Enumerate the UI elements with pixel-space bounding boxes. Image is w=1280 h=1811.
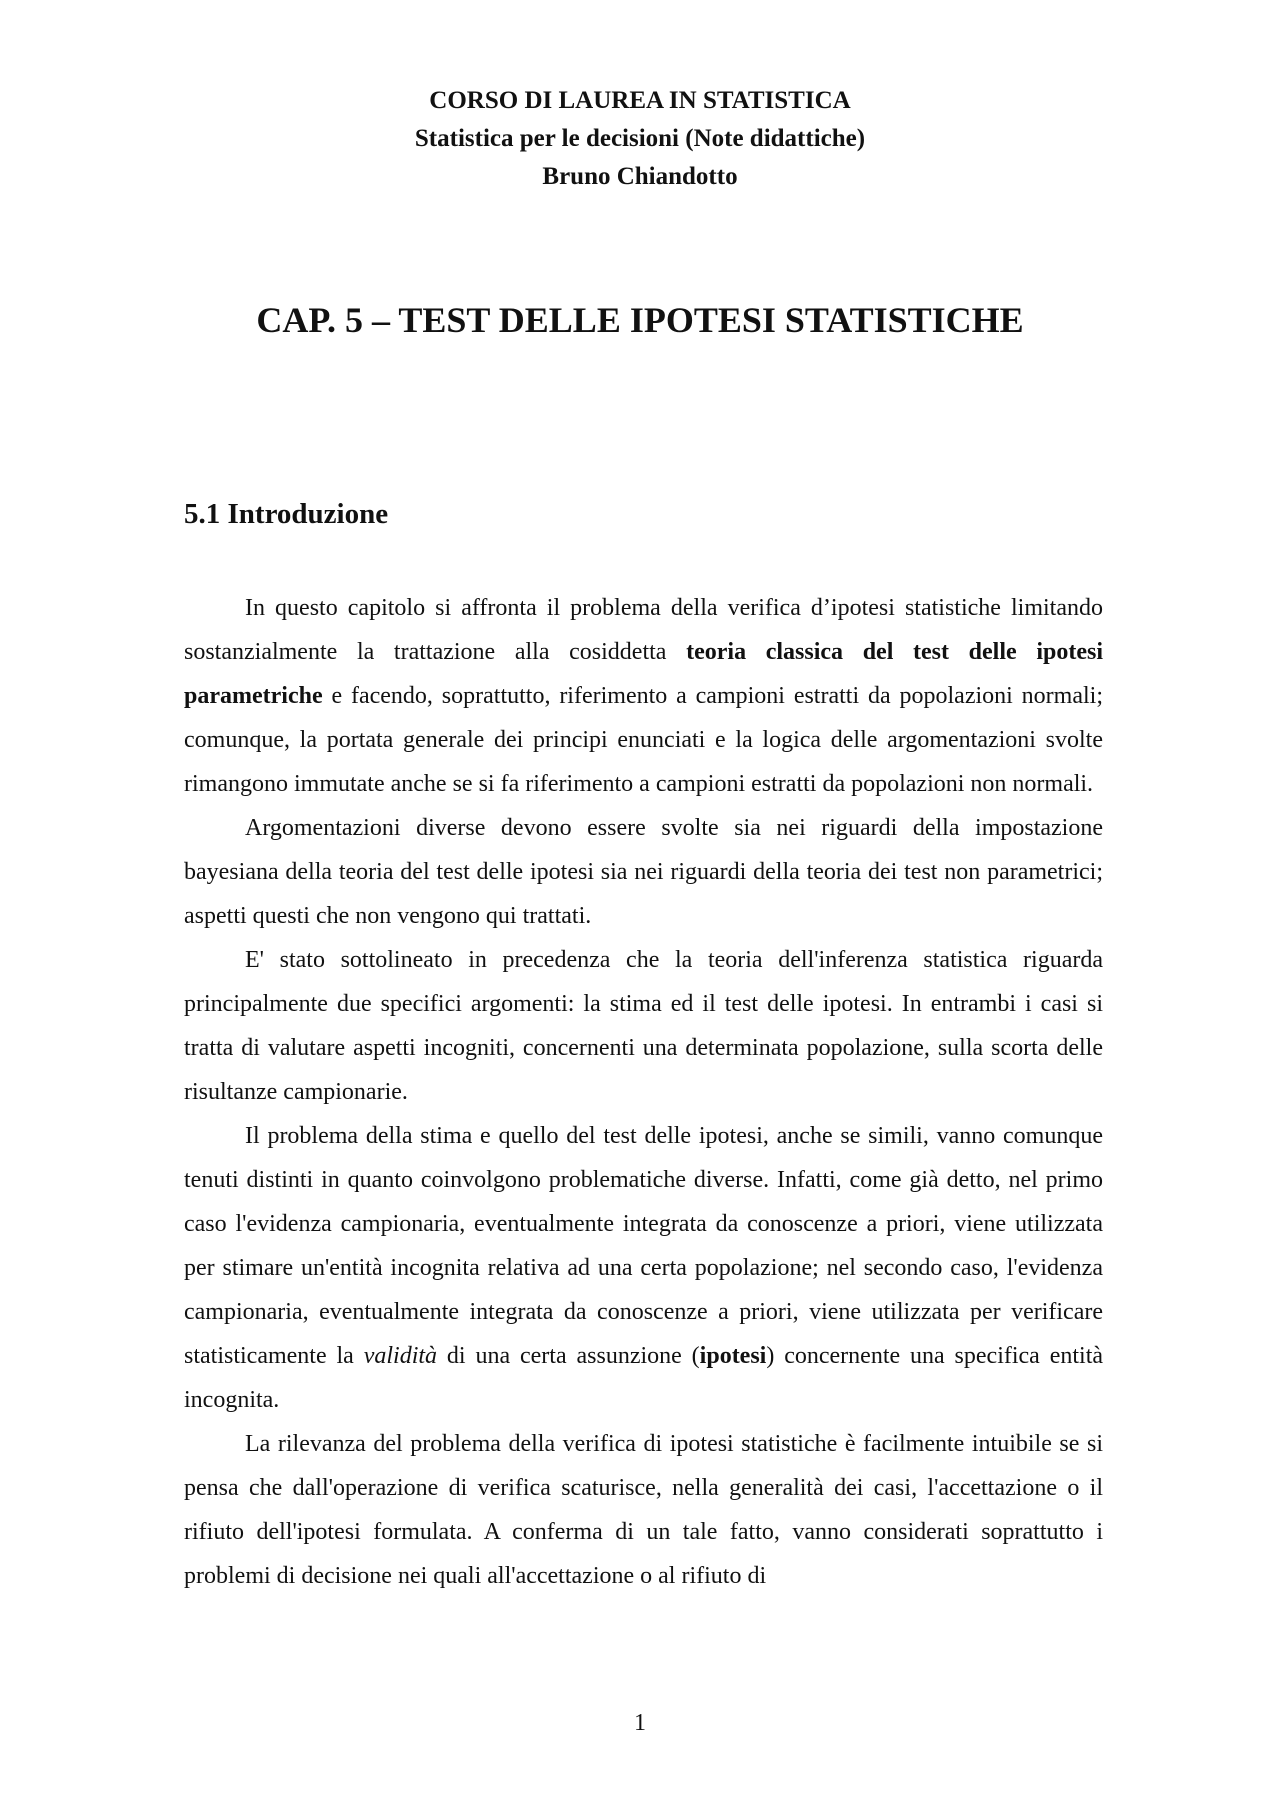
paragraph-2: Argomentazioni diverse devono essere svolte sia nei riguardi della impostazione bayesiana della teoria del test delle ipotesi sia nei riguardi della teoria dei test non parametrici; aspetti questi che non vengono qui trattati. xyxy=(184,815,1103,929)
paragraph-4 xyxy=(184,1114,1103,1422)
body-text xyxy=(184,586,1103,1598)
course-title: CORSO DI LAUREA IN STATISTICA xyxy=(429,87,851,114)
page-number: 1 xyxy=(634,1710,646,1736)
paragraph-4-text-a: Il problema della stima e quello del test delle ipotesi, anche se simili, vanno comunque tenuti distinti in quanto coinvolgono problematiche diverse. Infatti, come già detto, nel primo caso l'evidenza campionaria, eventualmente integrata da conoscenze a priori, viene utilizzata per stimare un'entità incognita relativa ad una certa popolazione; nel secondo caso, l'evidenza campionaria, eventualmente integrata da conoscenze a priori, viene utilizzata per verificare statisticamente la xyxy=(184,1123,1103,1369)
paragraph-5: La rilevanza del problema della verifica di ipotesi statistiche è facilmente intuibile se si pensa che dall'operazione di verifica scaturisce, nella generalità dei casi, l'accettazione o il rifiuto dell'ipotesi formulata. A conferma di un tale fatto, vanno considerati soprattutto i problemi di decisione nei quali all'accettazione o al rifiuto di xyxy=(184,1431,1103,1589)
document-header xyxy=(0,82,1280,196)
paragraph-1 xyxy=(184,586,1103,806)
paragraph-1-text-a: In questo capitolo si affronta il problema della verifica d’ipotesi statistiche limitando sostanzialmente la trattazione alla cosiddetta xyxy=(184,595,1103,665)
paragraph-4-text-e: ) concernente una specifica entità incognita. xyxy=(184,1343,1104,1413)
chapter-title: CAP. 5 – TEST DELLE IPOTESI STATISTICHE xyxy=(256,300,1024,340)
paragraph-1-bold-term: teoria classica del test delle ipotesi parametriche xyxy=(184,639,1103,709)
paragraph-4-italic-term: validità xyxy=(363,1343,438,1369)
paragraph-4-bold-term: ipotesi xyxy=(699,1343,767,1369)
author-name: Bruno Chiandotto xyxy=(542,163,738,190)
subject-title: Statistica per le decisioni (Note didattiche) xyxy=(414,125,866,152)
paragraph-3: E' stato sottolineato in precedenza che la teoria dell'inferenza statistica riguarda principalmente due specifici argomenti: la stima ed il test delle ipotesi. In entrambi i casi si tratta di valutare aspetti incogniti, concernenti una determinata popolazione, sulla scorta delle risultanze campionarie. xyxy=(184,947,1103,1105)
section-title: 5.1 Introduzione xyxy=(184,498,389,530)
paragraph-1-text-c: e facendo, soprattutto, riferimento a campioni estratti da popolazioni normali; comunque, la portata generale dei principi enunciati e la logica delle argomentazioni svolte rimangono immutate anche se si fa riferimento a campioni estratti da popolazioni non normali. xyxy=(184,683,1103,797)
paragraph-4-text-c: di una certa assunzione ( xyxy=(437,1343,700,1369)
